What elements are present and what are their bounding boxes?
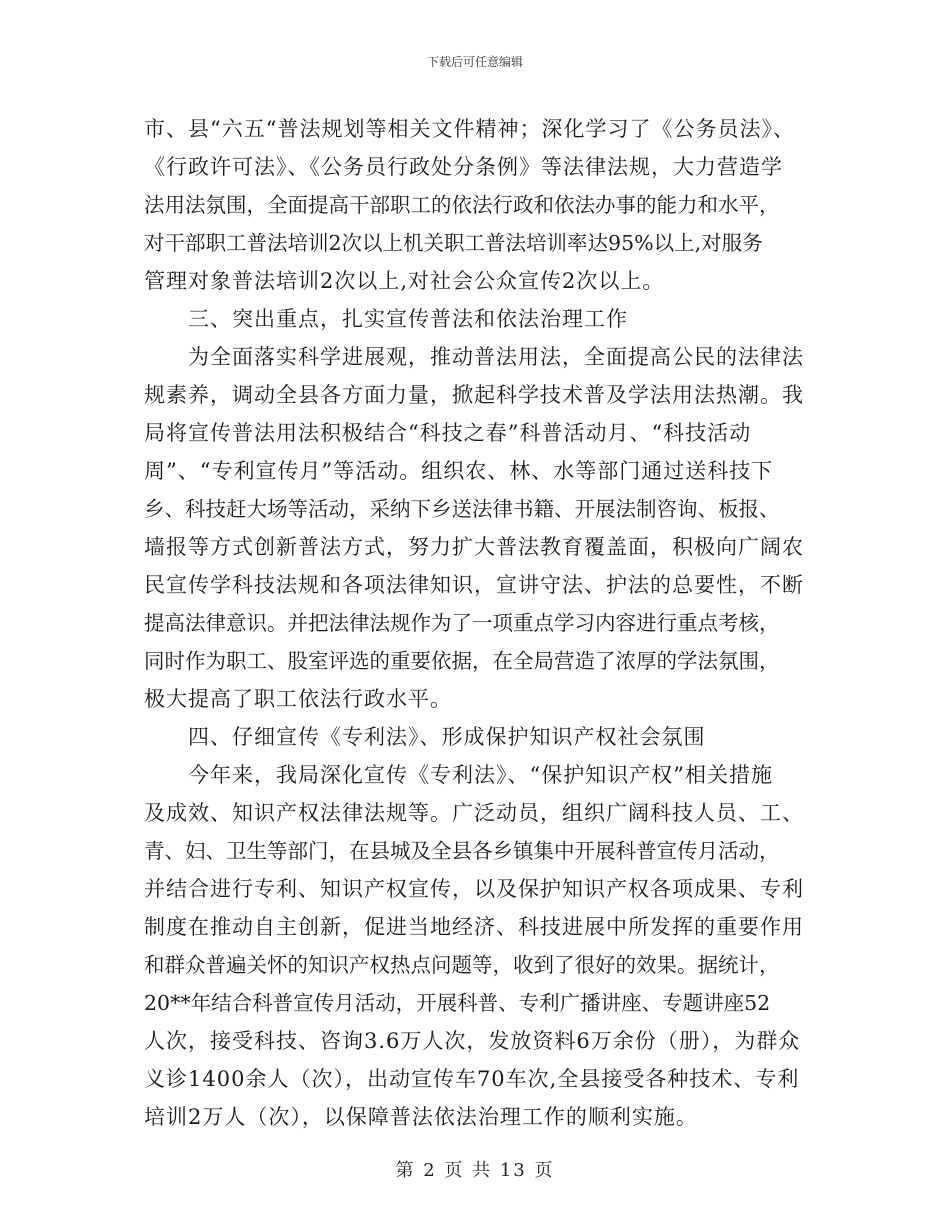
text-line: 提高法律意识。并把法律法规作为了一项重点学习内容进行重点考核， — [144, 611, 780, 635]
text-line: 墙报等方式创新普法方式，努力扩大普法教育覆盖面，积极向广阔农 — [144, 535, 804, 559]
text-line: 乡、科技赶大场等活动，采纳下乡送法律书籍、开展法制咨询、板报、 — [144, 497, 780, 521]
text-line: 培训2万人（次），以保障普法依法治理工作的顺利实施。 — [144, 1105, 698, 1129]
text-line: 周”、“专利宣传月”等活动。组织农、林、水等部门通过送科技下 — [144, 459, 774, 483]
text-line: 今年来，我局深化宣传《专利法》、“保护知识产权”相关措施 — [144, 763, 773, 787]
text-line: 青、妇、卫生等部门，在县城及全县各乡镇集中开展科普宣传月活动， — [144, 839, 780, 863]
text-line: 对干部职工普法培训2次以上机关职工普法培训率达95%以上,对服务 — [144, 231, 763, 255]
text-line: 市、县“六五“普法规划等相关文件精神；深化学习了《公务员法》、 — [144, 117, 795, 141]
text-line: 法用法氛围，全面提高干部职工的依法行政和依法办事的能力和水平， — [144, 193, 780, 217]
text-line: 制度在推动自主创新，促进当地经济、科技进展中所发挥的重要作用 — [144, 915, 804, 939]
page-footer: 第 2 页 共 13 页 — [395, 1160, 555, 1181]
text-line: 局将宣传普法用法积极结合“科技之春”科普活动月、“科技活动 — [144, 421, 752, 445]
text-line: 规素养，调动全县各方面力量，掀起科学技术普及学法用法热潮。我 — [144, 383, 804, 407]
text-line: 《行政许可法》、《公务员行政处分条例》等法律法规，大力营造学 — [144, 155, 783, 179]
text-line: 民宣传学科技法规和各项法律知识，宣讲守法、护法的总要性，不断 — [144, 573, 804, 597]
text-line: 和群众普遍关怀的知识产权热点问题等，收到了很好的效果。据统计， — [144, 953, 780, 977]
text-line: 及成效、知识产权法律法规等。广泛动员，组织广阔科技人员、工、 — [144, 801, 804, 825]
section-heading: 四、仔细宣传《专利法》、形成保护知识产权社会氛围 — [144, 725, 706, 749]
section-heading: 三、突出重点，扎实宣传普法和依法治理工作 — [144, 307, 628, 331]
text-line: 管理对象普法培训2次以上,对社会公众宣传2次以上。 — [144, 269, 665, 293]
text-line: 极大提高了职工依法行政水平。 — [144, 687, 452, 711]
text-line: 并结合进行专利、知识产权宣传，以及保护知识产权各项成果、专利 — [144, 877, 804, 901]
text-line: 同时作为职工、股室评选的重要依据，在全局营造了浓厚的学法氛围， — [144, 649, 780, 673]
text-line: 人次，接受科技、咨询3.6万人次，发放资料6万余份（册），为群众 — [144, 1029, 801, 1053]
document-body — [144, 110, 806, 1136]
text-line: 为全面落实科学进展观，推动普法用法，全面提高公民的法律法 — [144, 345, 804, 369]
page-header: 下载后可任意编辑 — [426, 55, 523, 69]
text-line: 义诊1400余人（次），出动宣传车70车次,全县接受各种技术、专利 — [144, 1067, 800, 1091]
text-line: 20**年结合科普宣传月活动，开展科普、专利广播讲座、专题讲座52 — [144, 991, 771, 1015]
